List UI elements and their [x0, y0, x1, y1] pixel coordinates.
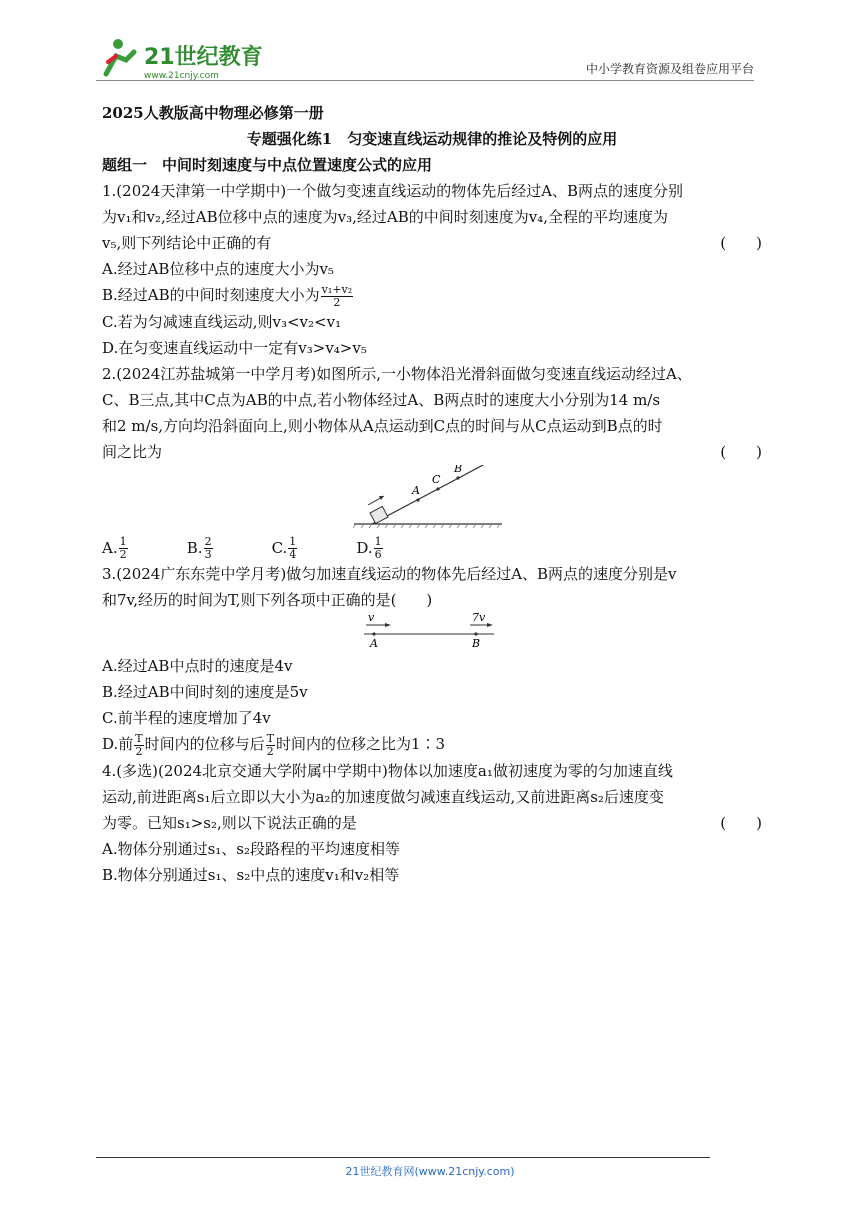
q3-option-d-fraction-1: [134, 733, 143, 758]
block: [370, 506, 388, 523]
q4-answer-bracket: ( ): [720, 813, 762, 832]
q2-option-b: [187, 535, 267, 562]
q4-option-a: A.物体分别通过s₁、s₂段路程的平均速度相等: [102, 839, 401, 858]
fraction-numerator: T: [135, 731, 143, 745]
option-label: C.: [271, 538, 288, 557]
velocity-b-label: 7v: [472, 613, 486, 624]
q3-line1: 3.(2024广东东莞中学月考)做匀加速直线运动的物体先后经过A、B两点的速度分别是v: [102, 565, 677, 583]
q3-option-d-mid: 时间内的位移与后: [144, 735, 265, 753]
fraction-denominator: 6: [374, 548, 382, 561]
incline-figure: [102, 465, 762, 535]
q2-answer-bracket: ( ): [720, 442, 762, 461]
point-a-dot: [416, 498, 419, 501]
q4-line3-text: 为零。已知s₁>s₂,则以下说法正确的是: [102, 813, 357, 832]
footer-link[interactable]: 21世纪教育网(www.21cnjy.com): [345, 1165, 515, 1178]
option-fraction: [374, 536, 383, 561]
option-fraction: [204, 536, 213, 561]
q3-option-d-fraction-2: [266, 733, 275, 758]
velocity-a-arrowhead: [385, 623, 391, 627]
q1-line1: 1.(2024天津第一中学期中)一个做匀变速直线运动的物体先后经过A、B两点的速度分别: [102, 182, 684, 200]
q3-option-d: [102, 731, 762, 758]
fraction-denominator: 2: [119, 548, 127, 561]
point-a-label: A: [412, 483, 420, 497]
option-fraction: [119, 536, 128, 561]
option-label: D.: [356, 538, 373, 557]
velocity-b-arrowhead: [487, 623, 493, 627]
q3-option-b: B.经过AB中间时刻的速度是5v: [102, 683, 308, 701]
point-a-label: A: [370, 637, 378, 650]
velocity-a-label: v: [368, 613, 375, 624]
q1-line3-text: v₅,则下列结论中正确的有: [102, 234, 272, 252]
fraction-denominator: 2: [266, 744, 274, 758]
fraction-numerator: 1: [289, 535, 297, 548]
q1-option-b: [102, 282, 762, 309]
q1-answer-bracket: ( ): [720, 234, 762, 252]
q3-option-c: C.前半程的速度增加了4v: [102, 709, 271, 727]
header-platform-text: 中小学教育资源及组卷应用平台: [585, 62, 754, 76]
q3-line2: 和7v,经历的时间为T,则下列各项中正确的是( ): [102, 591, 433, 609]
q3-option-a: A.经过AB中点时的速度是4v: [102, 657, 293, 675]
q2-line3: 和2 m/s,方向均沿斜面向上,则小物体从A点运动到C点的时间与从C点运动到B点的时: [102, 416, 663, 435]
q3-option-d-post: 时间内的位移之比为1∶3: [275, 735, 446, 753]
fraction-numerator: 1: [119, 535, 127, 548]
fraction-denominator: 2: [135, 744, 143, 758]
q4-line2: 运动,前进距离s₁后立即以大小为a₂的加速度做匀减速直线运动,又前进距离s₂后速度变: [102, 787, 664, 806]
q2-option-a: [102, 535, 182, 562]
fraction-denominator: 4: [289, 548, 297, 561]
q2-option-d: [356, 535, 436, 562]
point-a-dot: [372, 632, 375, 635]
point-c-dot: [436, 487, 439, 490]
q2-line4: [102, 439, 762, 465]
fraction-numerator: 2: [204, 535, 212, 548]
q2-line2: C、B三点,其中C点为AB的中点,若小物体经过A、B两点时的速度大小分别为14 m/s: [102, 390, 661, 409]
logo-text: 21世纪教育: [144, 45, 263, 70]
q2-options: [102, 535, 762, 562]
q4-line1: 4.(多选)(2024北京交通大学附属中学期中)物体以加速度a₁做初速度为零的匀加速直线: [102, 761, 673, 780]
fraction-denominator: 2: [333, 295, 341, 309]
q2-line1: 2.(2024江苏盐城第一中学月考)如图所示,一小物体沿光滑斜面做匀变速直线运动经过A、: [102, 364, 692, 383]
q3-option-d-pre: D.前: [102, 735, 134, 753]
document-body: [102, 100, 762, 888]
option-fraction: [288, 536, 297, 561]
q1-option-b-text: B.经过AB的中间时刻速度大小为: [102, 286, 320, 304]
point-b-label: B: [472, 637, 481, 650]
incline-diagram: [102, 465, 762, 535]
book-title: 2025人教版高中物理必修第一册: [102, 104, 324, 122]
option-label: A.: [102, 538, 118, 557]
fraction-denominator: 3: [204, 548, 212, 561]
q1-option-d: D.在匀变速直线运动中一定有v₃>v₄>v₅: [102, 338, 367, 357]
point-b-dot: [474, 632, 477, 635]
site-logo: [96, 34, 266, 82]
q2-option-c: [272, 535, 352, 562]
q1-line2: 为v₁和v₂,经过AB位移中点的速度为v₃,经过AB的中间时刻速度为v₄,全程的平均速度为: [102, 208, 668, 226]
q1-option-c: C.若为匀减速直线运动,则v₃<v₂<v₁: [102, 312, 342, 331]
q1-option-a: A.经过AB位移中点的速度大小为v₅: [102, 260, 334, 278]
footer-divider: [96, 1157, 710, 1158]
logo-url: www.21cnjy.com: [144, 71, 219, 81]
page-title: 专题强化练1 匀变速直线运动规律的推论及特例的应用: [246, 130, 618, 148]
q1-option-b-fraction: [321, 284, 353, 309]
q1-line3: [102, 230, 762, 256]
point-b-label: B: [454, 464, 463, 475]
option-label: B.: [186, 538, 203, 557]
ab-velocity-diagram: [102, 613, 762, 653]
point-c-label: C: [432, 472, 441, 486]
q4-option-b: B.物体分别通过s₁、s₂中点的速度v₁和v₂相等: [102, 865, 400, 884]
header-divider: [96, 80, 754, 81]
ab-velocity-figure: [102, 613, 762, 653]
group-heading: 题组一 中间时刻速度与中点位置速度公式的应用: [102, 156, 433, 174]
point-b-dot: [456, 476, 459, 479]
fraction-numerator: 1: [374, 535, 382, 548]
fraction-numerator: v₁+v₂: [321, 282, 353, 296]
q4-line3: [102, 810, 762, 836]
fraction-numerator: T: [266, 731, 274, 745]
q2-line4-text: 间之比为: [102, 442, 163, 461]
